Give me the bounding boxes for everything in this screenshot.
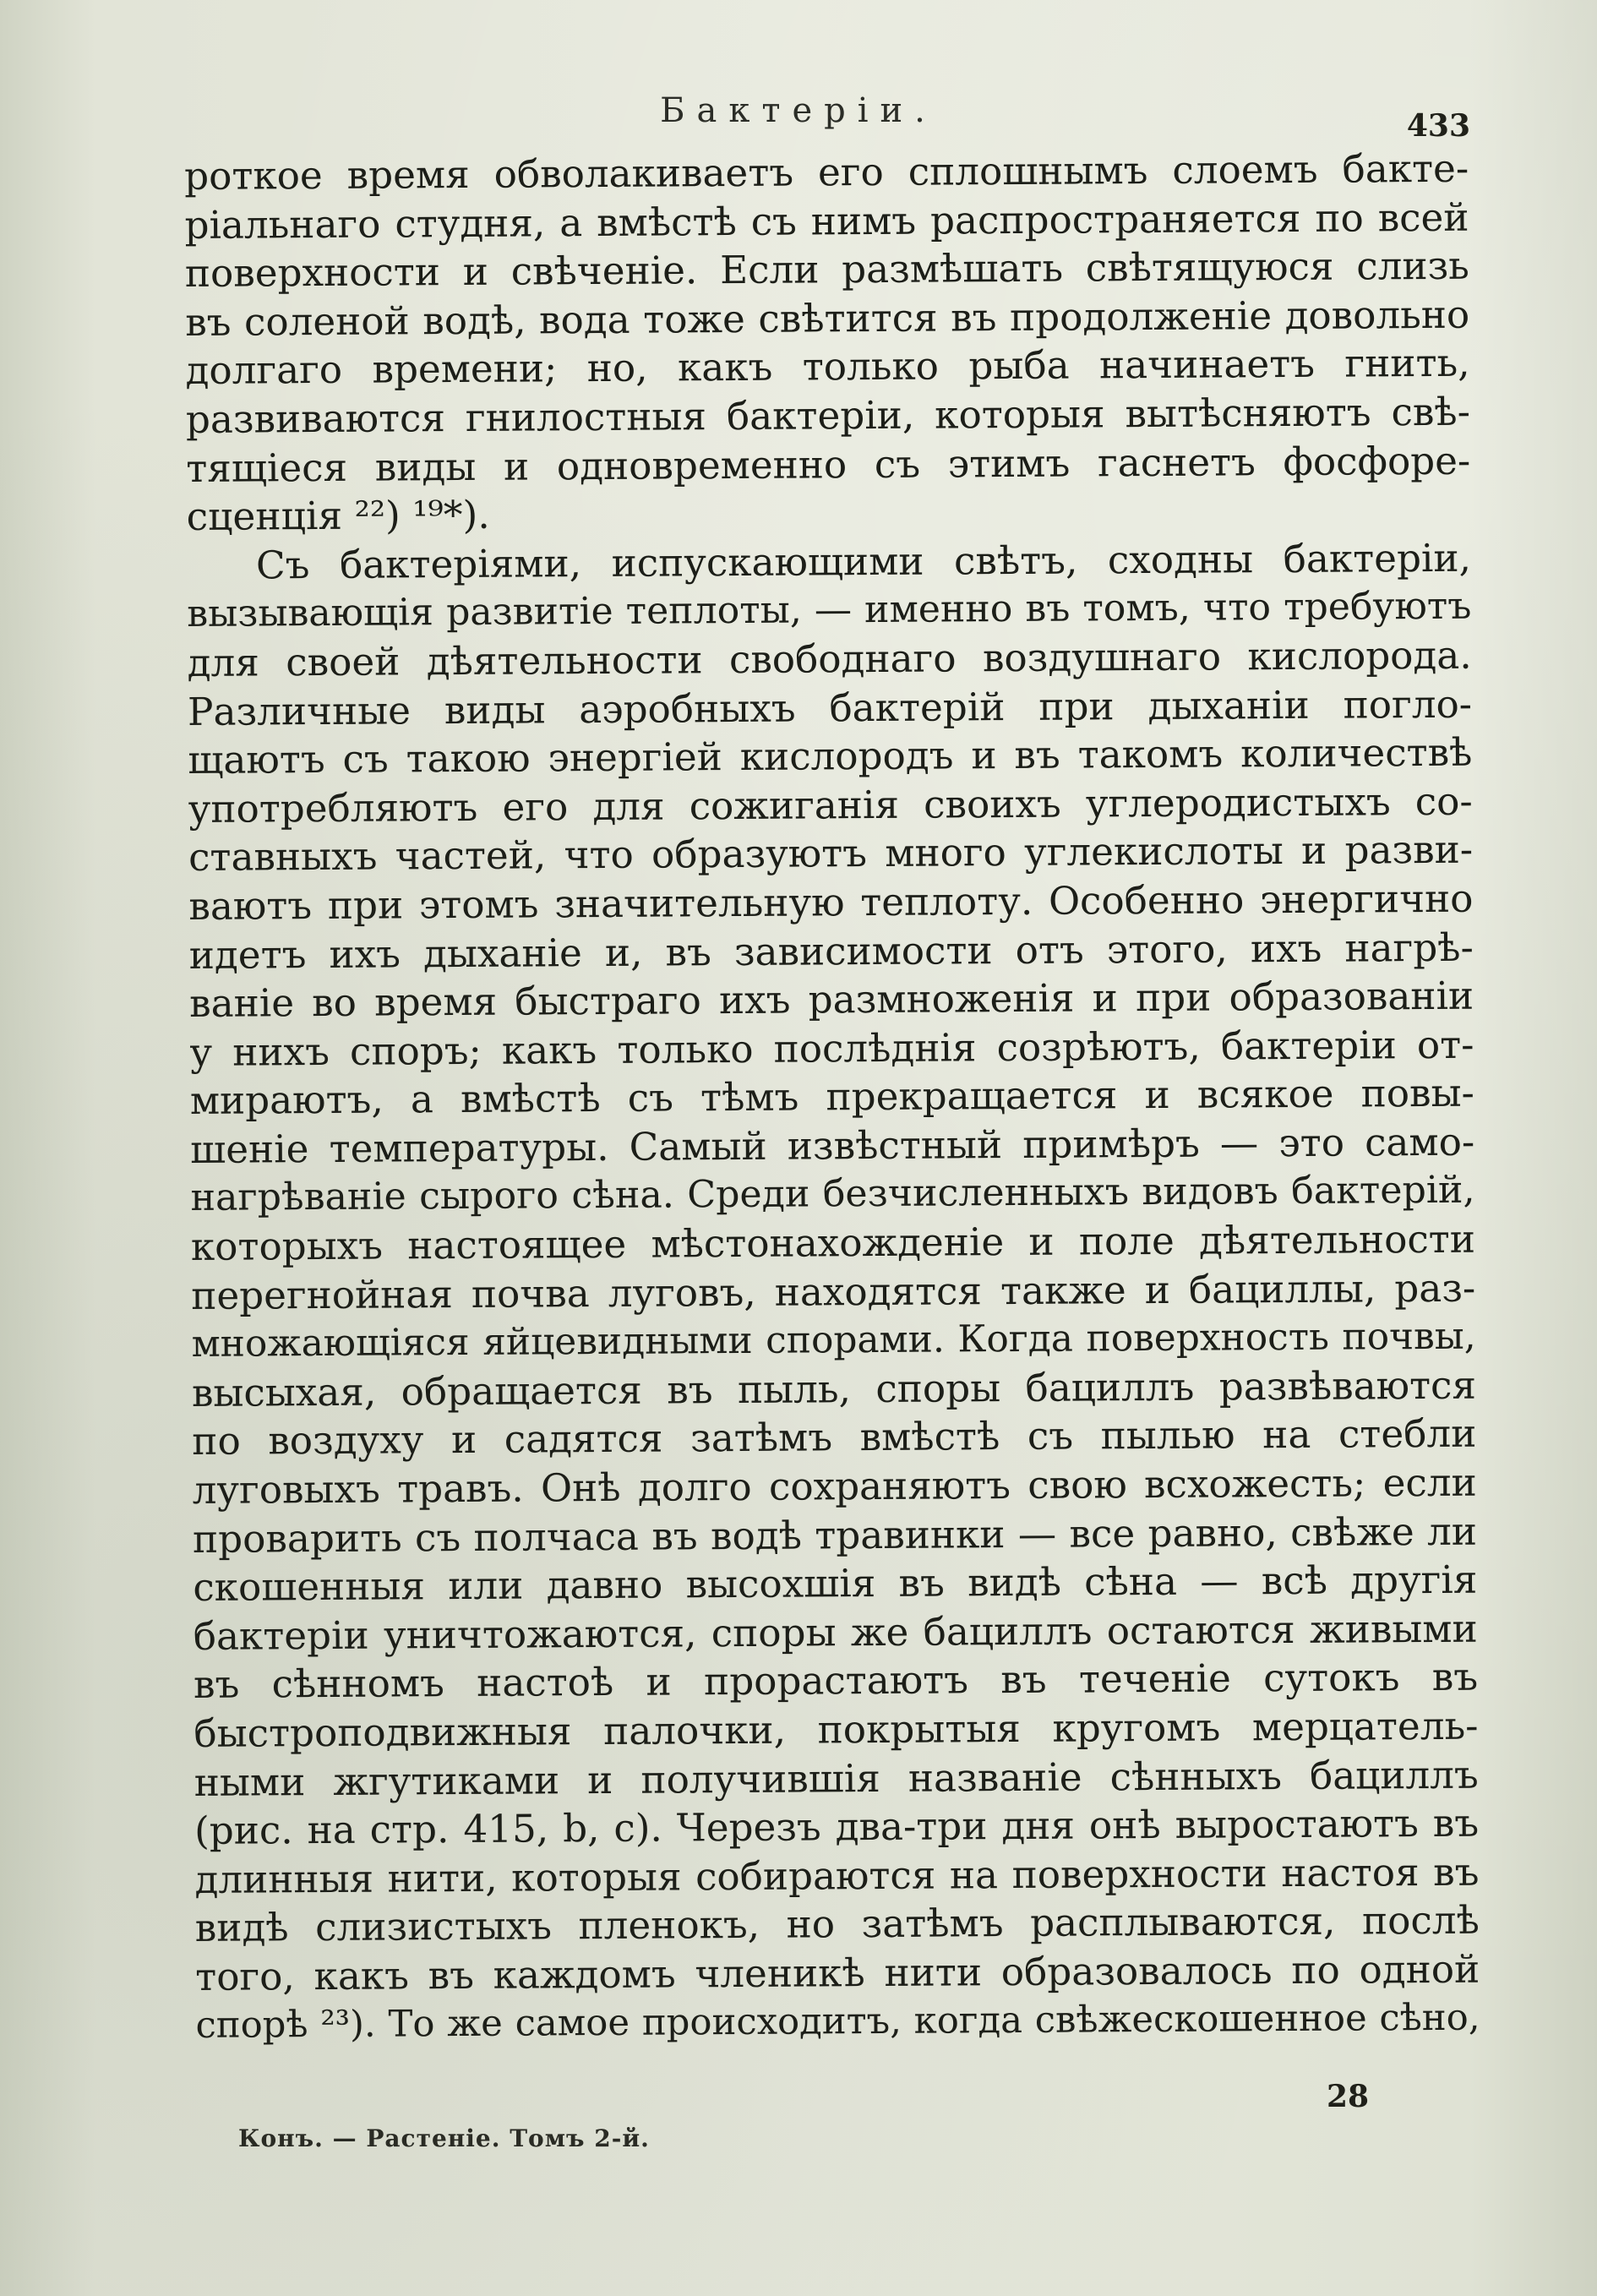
text-line: ваютъ при этомъ значительную теплоту. Особенно энергично (188, 875, 1474, 929)
text-line: въ сѣнномъ настоѣ и прорастаютъ въ теченіе сутокъ въ (193, 1655, 1479, 1708)
text-line: высыхая, обращается въ пыль, споры бациллъ развѣваются (191, 1362, 1477, 1415)
text-line: быстроподвижныя палочки, покрытыя кругомъ мерцатель- (193, 1703, 1479, 1756)
text-line: спорѣ ²³). То же самое происходитъ, когда свѣжескошенное сѣно, (195, 1996, 1480, 2047)
text-line: мираютъ, а вмѣстѣ съ тѣмъ прекращается и всякое повы- (189, 1070, 1474, 1124)
text-line: ріальнаго студня, а вмѣстѣ съ нимъ распространяется по всей (184, 194, 1469, 248)
text-line: щаютъ съ такою энергіей кислородъ и въ такомъ количествѣ (188, 729, 1473, 783)
sheet-number: 28 (1327, 2079, 1370, 2114)
text-line: по воздуху и садятся затѣмъ вмѣстѣ съ пылью на стебли (192, 1411, 1477, 1464)
text-line: длинныя нити, которыя собираются на поверхности настоя въ (194, 1849, 1480, 1902)
text-line: скошенныя или давно высохшія въ видѣ сѣна — всѣ другія (193, 1557, 1478, 1611)
page-number: 433 (1406, 108, 1470, 144)
text-line: шеніе температуры. Самый извѣстный примѣръ — это само- (190, 1119, 1475, 1172)
text-line: того, какъ въ каждомъ членикѣ нити образовалось по одной (195, 1946, 1480, 1999)
text-line: вызывающія развитіе теплоты, — именно въ томъ, что требуютъ (187, 585, 1472, 636)
text-line: долгаго времени; но, какъ только рыба начинаетъ гнить, (185, 341, 1470, 394)
text-line: луговыхъ травъ. Онѣ долго сохраняютъ свою всхожесть; если (192, 1459, 1477, 1513)
text-line: множающіяся яйцевидными спорами. Когда поверхность почвы, (191, 1314, 1476, 1366)
text-line: тящіеся виды и одновременно съ этимъ гаснетъ фосфоре- (186, 438, 1471, 491)
text-line: перегнойная почва луговъ, находятся также и бациллы, раз- (191, 1265, 1476, 1318)
text-line: идетъ ихъ дыханіе и, въ зависимости отъ этого, ихъ нагрѣ- (188, 924, 1474, 978)
text-line: проварить съ полчаса въ водѣ травинки — все равно, свѣже ли (192, 1508, 1478, 1562)
text-line: поверхности и свѣченіе. Если размѣшать свѣтящуюся слизь (184, 243, 1470, 297)
text-line: въ соленой водѣ, вода тоже свѣтится въ продолженіе довольно (185, 292, 1470, 345)
running-head: Бактеріи. (660, 91, 937, 130)
text-line: которыхъ настоящее мѣстонахожденіе и поле дѣятельности (190, 1216, 1476, 1270)
text-line: ваніе во время быстраго ихъ размноженія и при образованіи (188, 973, 1474, 1027)
paragraph-start-line: Съ бактеріями, испускающими свѣтъ, сходны бактеріи, (255, 535, 1472, 588)
text-line: роткое время обволакиваетъ его сплошнымъ слоемъ бакте- (184, 145, 1469, 199)
text-line: нагрѣваніе сырого сѣна. Среди безчисленныхъ видовъ бактерій, (190, 1169, 1475, 1220)
printer-signature: Конъ. — Растеніе. Томъ 2-й. (238, 2124, 650, 2152)
text-line: видѣ слизистыхъ пленокъ, но затѣмъ расплываются, послѣ (194, 1898, 1480, 1951)
text-line: для своей дѣятельности свободнаго воздушнаго кислорода. (187, 632, 1472, 685)
text-line: Различные виды аэробныхъ бактерій при дыханіи погло- (187, 681, 1473, 734)
text-line: бактеріи уничтожаются, споры же бациллъ остаются живыми (193, 1606, 1478, 1659)
text-line: употребляютъ его для сожиганія своихъ углеродистыхъ со- (188, 778, 1473, 832)
text-line: ными жгутиками и получившія названіе сѣнныхъ бациллъ (193, 1752, 1479, 1805)
text-line: развиваются гнилостныя бактеріи, которыя вытѣсняютъ свѣ- (185, 389, 1471, 442)
text-line: ставныхъ частей, что образуютъ много углекислоты и разви- (188, 827, 1474, 881)
text-line: сценція ²²) ¹⁹*). (186, 492, 490, 540)
text-line: у нихъ споръ; какъ только послѣднія созрѣютъ, бактеріи от- (189, 1022, 1474, 1075)
text-line: (рис. на стр. 415, b, c). Черезъ два-три дня онѣ выростаютъ въ (193, 1800, 1480, 1854)
body-text (184, 145, 1480, 2050)
